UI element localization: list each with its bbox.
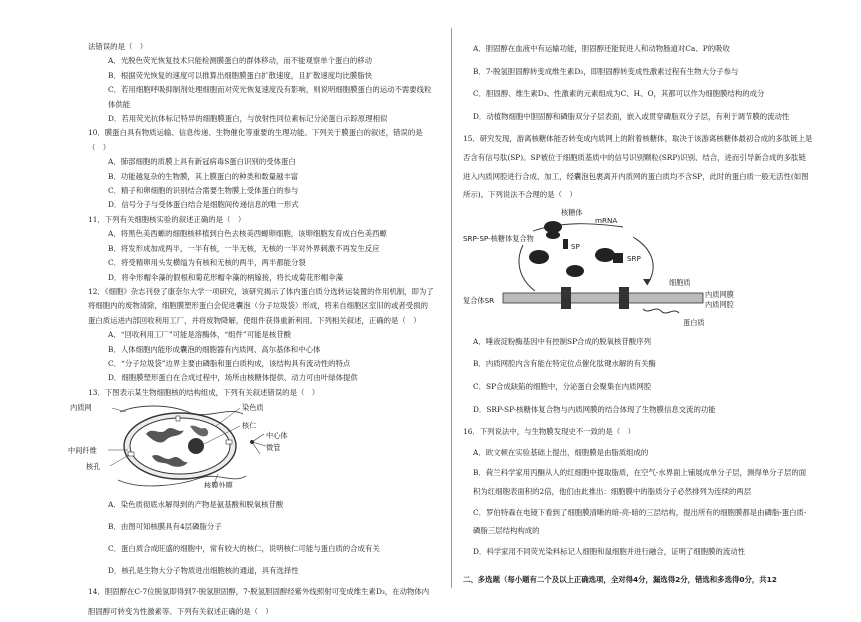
label-chromatin: 染色质 <box>242 403 264 413</box>
question-16: 16．下列说法中，与生物膜发现史不一致的是（ ） <box>463 427 636 437</box>
option-a: A．唾液淀粉酶基因中有控制SP合成的脱氧核苷酸序列 <box>473 336 651 346</box>
option-b: B．内质网腔内含有能在特定位点催化肽键水解的有关酶 <box>473 359 656 369</box>
option-d: D．将伞形帽伞藻的假根和菊花形帽伞藻的柄嫁接，将长成菊花形帽伞藻 <box>108 272 344 282</box>
question-15: 15．研究发现，游离核糖体能否转变成内质网上的附着核糖体，取决于该游离核糖体最初合成的多肽链上是否含有信号肽(SP)。SP被位于细胞质基质中的信号识别颗粒(SRP)识别、结合，进而引导新合成的多肽链进入内质网腔进行合成、加工，经囊泡包裹离开内质网的蛋白质均不含SP，此时的蛋白质一般无活性(如图所示)。下列说法不合理的是（ ） <box>463 134 813 200</box>
question-14: 14．胆固醇在C-7位脱氢即得到7-脱氢胆固醇，7-脱氢胆固醇经紫外线照射可变成维生素D₃，在动物体内胆固醇可转变为性激素等。下列有关叙述正确的是（ ） <box>88 587 430 617</box>
option-d: D．动植物细胞中胆固醇和磷脂双分子层表面，嵌入或贯穿磷脂双分子层，有利于调节膜的流动性 <box>473 111 790 121</box>
option-a: A．肺部细胞的质膜上具有新冠病毒S蛋白识别的受体蛋白 <box>108 157 296 167</box>
option-c: C．胆固醇、维生素D₃、性激素的元素组成为C、H、O，其都可以作为细胞膜结构的成分 <box>473 89 765 99</box>
option-d: D．SRP-SP-核糖体复合物与内质网膜的结合体现了生物膜信息交流的功能 <box>473 404 716 414</box>
srp-pathway-diagram <box>463 205 763 329</box>
option-c: C．罗伯特森在电镜下看到了细胞膜清晰的暗-亮-暗的三层结构，提出所有的细胞膜都是由磷脂-蛋白质-磷脂三层结构构成的 <box>473 507 807 536</box>
label-er: 内质网 <box>70 403 92 413</box>
label-cytosol: 细胞质 <box>669 277 691 287</box>
question-13: 13．下图表示某生物细胞核的结构组成，下列有关叙述错误的是（ ） <box>88 387 320 397</box>
label-intermediate-filament: 中间纤维 <box>68 446 97 456</box>
column-divider <box>451 28 452 588</box>
srp-pathway-figure <box>463 205 813 329</box>
option-c: C．SP合成缺陷的细胞中，分泌蛋白会聚集在内质网腔 <box>473 381 652 391</box>
text-line: 法错误的是（ ） <box>88 42 148 51</box>
option-b: B．功能越复杂的生物膜，其上膜蛋白的种类和数量越丰富 <box>108 171 299 181</box>
option-d: D．科学家用不同荧光染料标记人细胞和鼠细胞并进行融合，证明了细胞膜的流动性 <box>473 546 745 556</box>
label-srp-complex: SRP-SP-核糖体复合物 <box>463 233 534 243</box>
option-d: D．核孔是生物大分子物质进出细胞核的通道，具有选择性 <box>108 566 299 576</box>
option-a: A．“回收利用工厂”可能是溶酶体，“组件”可能是核苷酸 <box>108 330 292 340</box>
option-b: B．由图可知核膜具有4层磷脂分子 <box>108 522 222 532</box>
option-a: A．欧文顿在实验基础上提出，细胞膜是由脂质组成的 <box>473 447 649 457</box>
right-column <box>463 40 813 590</box>
label-srp: SRP <box>627 253 641 263</box>
option-c: C．将受精卵用头发横缢为有核和无核的两半，两半都能分裂 <box>108 258 306 268</box>
option-d: D．若用荧光抗体标记特异的细胞膜蛋白，与放射性同位素标记分泌蛋白示踪原理相似 <box>108 114 388 124</box>
label-mrna: mRNA <box>595 215 618 225</box>
label-nuclear-pore: 核孔 <box>86 462 101 472</box>
label-protein: 蛋白质 <box>683 317 705 327</box>
label-er-membrane: 内质网膜 <box>705 289 734 299</box>
label-ribosome: 核糖体 <box>561 207 583 217</box>
label-sp: SP <box>571 241 580 251</box>
option-b: B．将发形成加成两半，一半有核，一半无核，无核的一半对外界刺激不再发生反应 <box>108 243 380 253</box>
question-12: 12．《细胞》杂志刊登了康奈尔大学一项研究，该研究揭示了体内蛋白质分选转运装置的作用机制，即为了将细胞内的废物清除，细胞膜塑形蛋白会促进囊泡（分子垃圾袋）形成，将来自细胞区室旧的或者受损的蛋白质运进内部回收利用工厂，并将废物降解，使组件获得重新利用。下列相关叙述，正确的是（ ） <box>88 286 434 325</box>
label-nucleolus: 核仁 <box>242 421 257 431</box>
option-c: C．若用细胞呼吸抑制剂处理细胞而对荧光恢复速度没有影响，则说明细胞膜蛋白的运动不需要线粒体供能 <box>108 85 432 109</box>
option-c: C．精子和卵细胞的识别结合需要生物膜上受体蛋白的参与 <box>108 186 299 196</box>
option-c: C．蛋白质合成旺盛的细胞中，常有较大的核仁，说明核仁可能与蛋白质的合成有关 <box>108 544 380 554</box>
option-b: B．人体细胞内能形成囊泡的细胞器有内质网、高尔基体和中心体 <box>108 344 321 354</box>
question-11: 11．下列有关细胞核实验的叙述正确的是（ ） <box>88 214 246 224</box>
label-centrosome: 中心体 <box>266 431 288 441</box>
option-c: C．“分子垃圾袋”边界主要由磷脂和蛋白质构成，该结构具有流动性的特点 <box>108 358 351 368</box>
section-heading: 二、多选题（每小题有二个及以上正确选项，全对得4分，漏选得2分，错选和多选得0分，共12 <box>463 575 777 585</box>
label-er-lumen: 内质网腔 <box>705 299 734 309</box>
option-a: A．胆固醇在血液中有运输功能，胆固醇还能促进人和动物肠道对Ca、P的吸收 <box>473 44 730 53</box>
option-a: A．染色质彻底水解得到的产物是氨基酸和脱氧核苷酸 <box>108 500 284 510</box>
left-column <box>68 40 434 622</box>
option-b: B．根据荧光恢复的速度可以推算出细胞膜蛋白扩散速度，且扩散速度均比膜脂快 <box>108 70 373 80</box>
option-b: B．荷兰科学家用丙酮从人的红细胞中提取脂质，在空气-水界面上铺展成单分子层，测得单分子层的面积为红细胞表面积的2倍，他们由此推出：细胞膜中的脂质分子必然排列为连续的两层 <box>473 468 807 496</box>
nucleus-figure <box>68 400 434 488</box>
option-d: D．信号分子与受体蛋白结合是细胞间传递信息的唯一形式 <box>108 200 299 210</box>
label-outer-envelope: 核膜外膜 <box>204 481 233 489</box>
option-a: A．将黑色美西螈的细胞核移植到白色去核美西螈卵细胞，该卵细胞发育成白色美西螈 <box>108 229 387 239</box>
option-b: B．7-脱氢胆固醇转变成维生素D₃，即胆固醇转变成性激素过程有生物大分子参与 <box>473 66 739 76</box>
question-10: 10．膜蛋白具有物质运输、信息传递、生物催化等重要的生理功能。下列关于膜蛋白的叙述，错误的是（ ） <box>88 128 423 152</box>
label-microtubule: 微管 <box>266 443 281 453</box>
label-receptor-complex: 复合体SR <box>463 295 495 305</box>
nucleus-diagram <box>68 400 308 488</box>
option-a: A．光脱色荧光恢复技术只能检测膜蛋白的群体移动，而不能观察单个蛋白的移动 <box>108 56 373 66</box>
option-d: D．细胞膜塑形蛋白在合成过程中，场所由核糖体提供、动力可由叶绿体提供 <box>108 373 358 383</box>
